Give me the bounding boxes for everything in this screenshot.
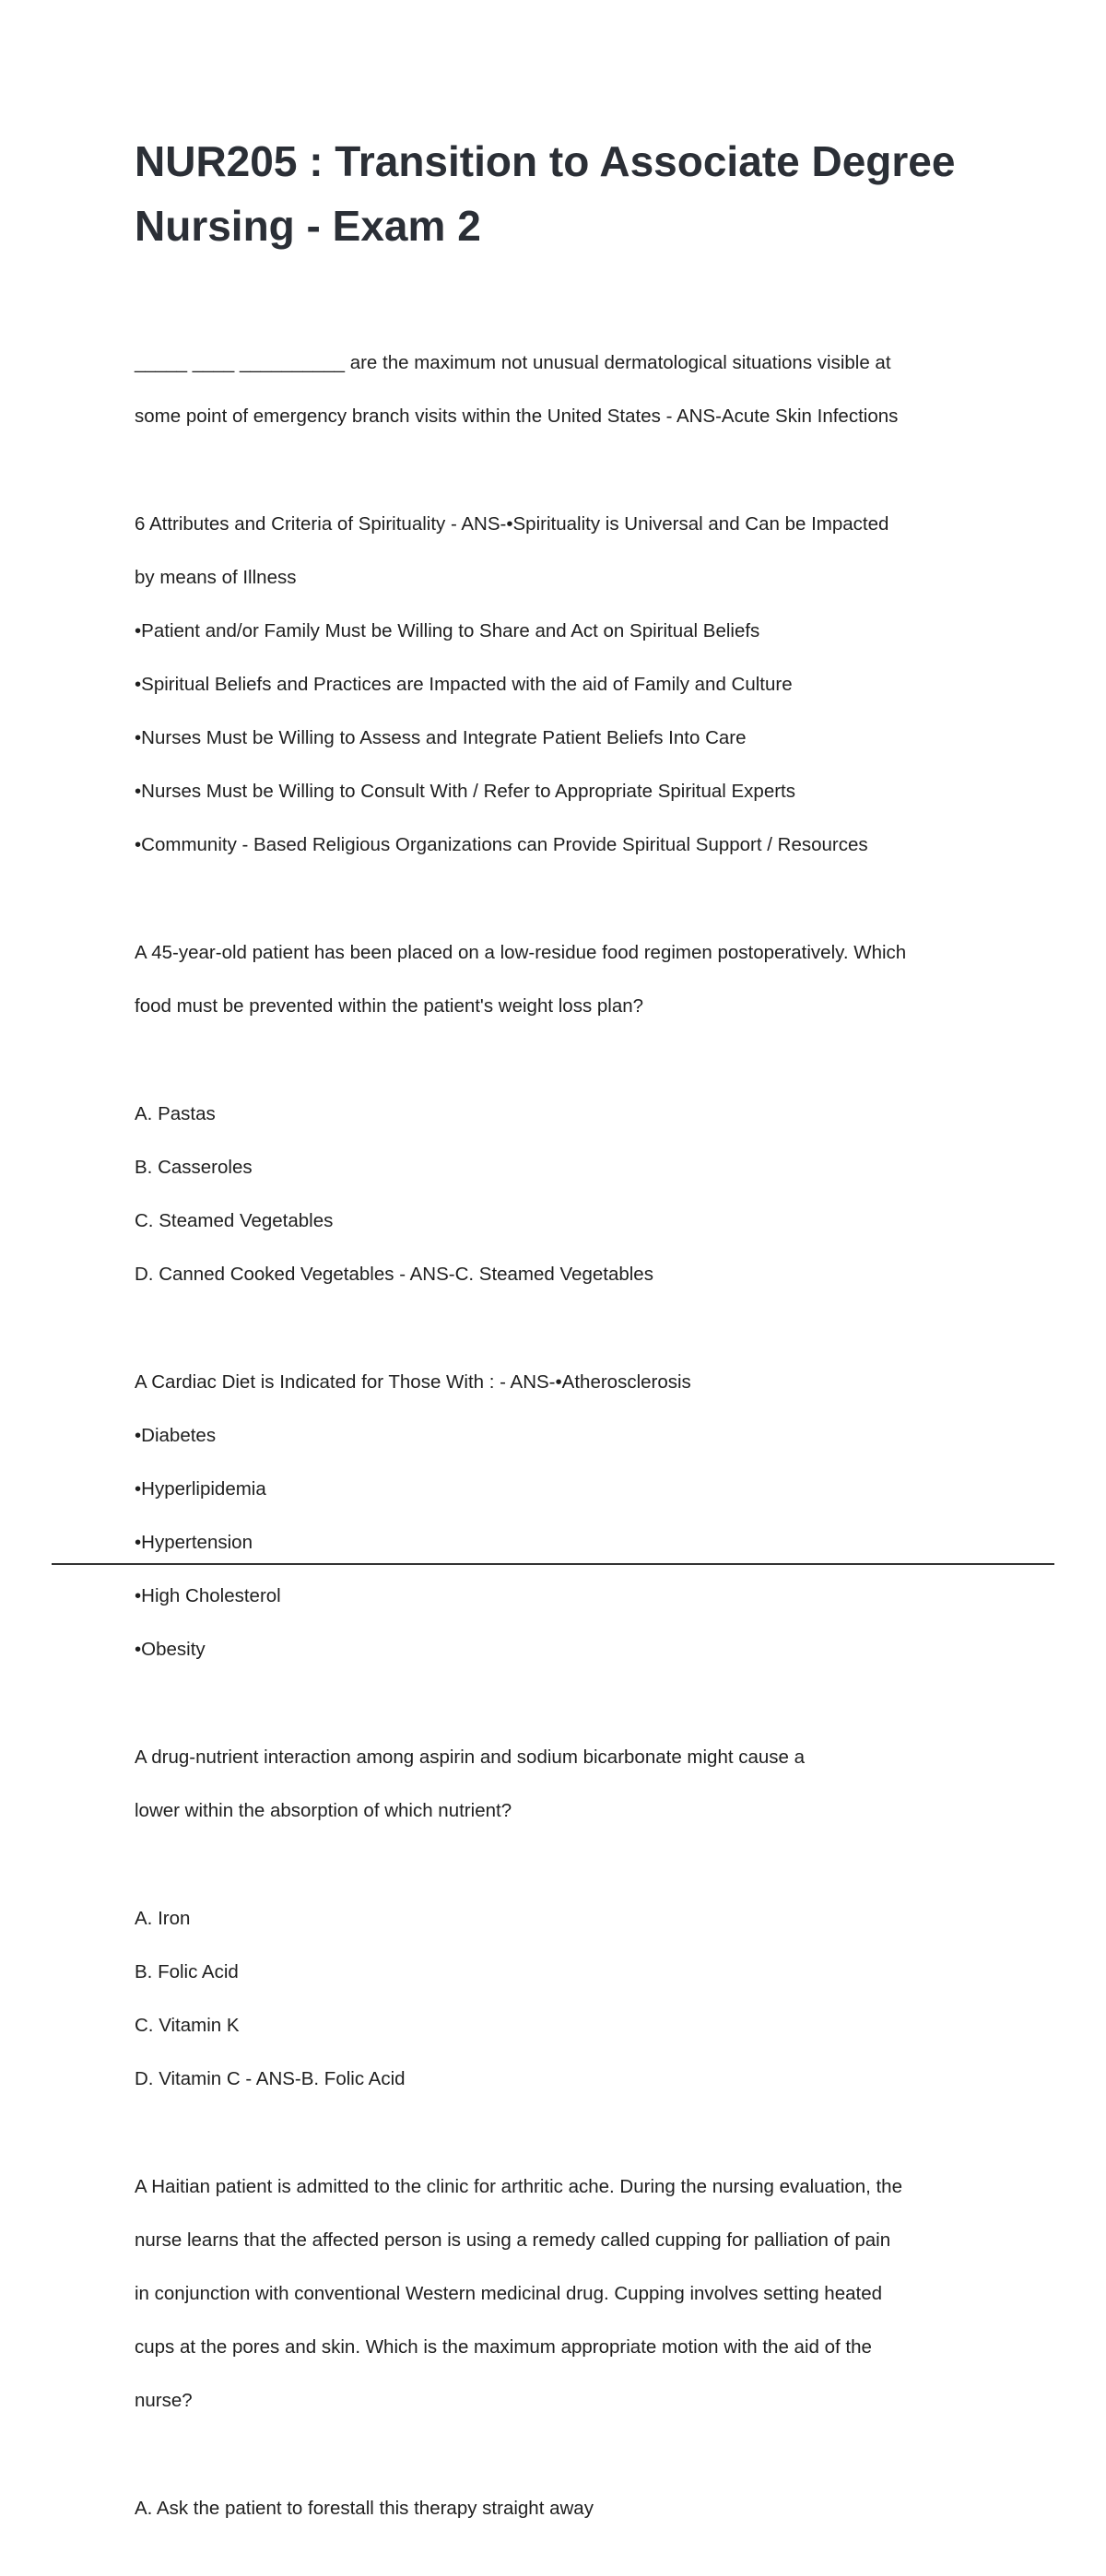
question-stem [135, 912, 982, 1046]
text-line: nurse learns that the affected person is using a remedy called cupping for palliation of pain [135, 2229, 891, 2251]
option-line: A. Ask the patient to forestall this therapy straight away [135, 2498, 594, 2519]
text-line: 6 Attributes and Criteria of Spirituality - ANS-•Spirituality is Universal and Can be Impacted [135, 513, 889, 535]
document-page [135, 129, 982, 2576]
option-line: B. Casseroles [135, 1157, 253, 1178]
text-line: A drug-nutrient interaction among aspirin and sodium bicarbonate might cause a [135, 1747, 806, 1768]
option-line: A. Pastas [135, 1103, 216, 1124]
question-stem [135, 1717, 982, 1851]
document-body [135, 323, 982, 2548]
option-line: A. Iron [135, 1908, 191, 1929]
text-line: A 45-year-old patient has been placed on a low-residue food regimen postoperatively. Which [135, 942, 907, 963]
page-bottom-divider [52, 1563, 1054, 1565]
text-line: •Hypertension [135, 1532, 253, 1553]
answer-options [135, 1878, 982, 2119]
text-line: in conjunction with conventional Western medicinal drug. Cupping involves setting heated [135, 2283, 882, 2304]
text-line: •High Cholesterol [135, 1585, 281, 1606]
text-line: •Obesity [135, 1639, 206, 1660]
option-line: B. Folic Acid [135, 1961, 239, 1982]
option-line: C. Steamed Vegetables [135, 1210, 334, 1231]
text-line: •Nurses Must be Willing to Consult With / Refer to Appropriate Spiritual Experts [135, 781, 795, 802]
document-title: NUR205 : Transition to Associate Degree Nursing - Exam 2 [135, 137, 956, 250]
text-line: •Community - Based Religious Organizations can Provide Spiritual Support / Resources [135, 834, 868, 855]
text-line: food must be prevented within the patient's weight loss plan? [135, 995, 644, 1017]
text-line: some point of emergency branch visits within the United States - ANS-Acute Skin Infections [135, 406, 899, 427]
answer-options [135, 1074, 982, 1314]
text-line: •Patient and/or Family Must be Willing to Share and Act on Spiritual Beliefs [135, 620, 760, 641]
option-line: D. Canned Cooked Vegetables - ANS-C. Steamed Vegetables [135, 1264, 653, 1285]
answer-options [135, 2468, 982, 2548]
text-line: A Cardiac Diet is Indicated for Those With : - ANS-•Atherosclerosis [135, 1371, 691, 1393]
question-stem [135, 2147, 982, 2441]
text-line: by means of Illness [135, 567, 297, 588]
text-line: lower within the absorption of which nutrient? [135, 1800, 512, 1821]
text-line: _____ ____ __________ are the maximum not unusual dermatological situations visible at [135, 352, 891, 373]
text-line: •Nurses Must be Willing to Assess and Integrate Patient Beliefs Into Care [135, 727, 747, 748]
text-line: •Diabetes [135, 1425, 217, 1446]
option-line: D. Vitamin C - ANS-B. Folic Acid [135, 2068, 406, 2089]
text-line: •Hyperlipidemia [135, 1478, 266, 1500]
question-block [135, 323, 982, 456]
question-block [135, 484, 982, 885]
question-block [135, 1342, 982, 1689]
text-line: A Haitian patient is admitted to the clinic for arthritic ache. During the nursing evaluation, the [135, 2176, 902, 2197]
text-line: •Spiritual Beliefs and Practices are Impacted with the aid of Family and Culture [135, 674, 793, 695]
text-line: cups at the pores and skin. Which is the maximum appropriate motion with the aid of the [135, 2336, 872, 2358]
text-line: nurse? [135, 2390, 193, 2411]
option-line: C. Vitamin K [135, 2015, 240, 2036]
